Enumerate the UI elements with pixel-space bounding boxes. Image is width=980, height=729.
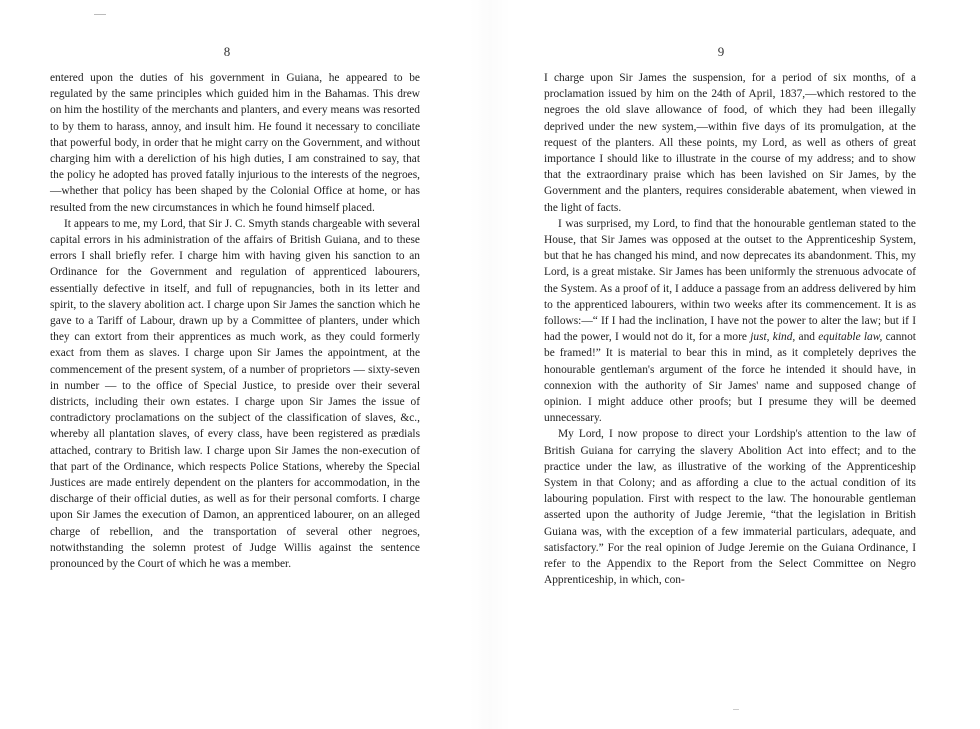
right-page-text (544, 70, 916, 589)
scan-mark (733, 709, 739, 710)
page-number-right: 9 (717, 44, 725, 59)
italic-run: kind, (772, 331, 796, 344)
italic-run: equitable law, (818, 331, 883, 344)
left-page (34, 0, 420, 729)
gutter (470, 0, 510, 729)
text-run: and (795, 331, 819, 344)
text-run: cannot be framed!” It is material to bear this in mind, as it completely deprives the honourable gentleman's argument of the force he intended it should have, in connexion with the authority of Sir James' name and supposed change of opinion. I might adduce other proofs; but I presume they will be deemed unnecessary. (544, 331, 916, 425)
italic-run: just, (750, 331, 770, 344)
paragraph: entered upon the duties of his government in Guiana, he appeared to be regulated by the same principles which guided him in the Bahamas. This drew on him the hostility of the merchants and planters, and every means was resorted to by them to harass, annoy, and insult him. He found it necessary to conciliate that powerful body, in order that he might carry on the Government, and without charging him with a dereliction of his high duties, I am constrained to say, that the policy he adopted has proved fatally injurious to the interests of the negroes,—whether that policy has been shaped by the Colonial Office at home, or has resulted from the new circumstances in which he found himself placed. (50, 72, 420, 214)
right-page (526, 0, 916, 729)
paragraph: I charge upon Sir James the suspension, for a period of six months, of a proclamation issued by him on the 24th of April, 1837,—which restored to the negroes the old slave allowance of food, of which they had been illegally deprived under the new system,—within five days of its promulgation, at the request of the planters. All these points, my Lord, as well as others of great importance I should like to illustrate in the course of my address; and to show that the extraordinary praise which has been lavished on Sir James, by the Government and the planters, requires considerable abatement, when viewed in the light of facts. (544, 72, 916, 214)
page-number-left: 8 (223, 44, 231, 59)
left-page-text (50, 70, 420, 572)
paragraph: My Lord, I now propose to direct your Lordship's attention to the law of British Guiana for carrying the slavery Abolition Act into effect; and to the practice under the law, as illustrative of the working of the Apprenticeship System in that Colony; and as affording a clue to the actual condition of its labouring population. First with respect to the law. The honourable gentleman asserted upon the authority of Judge Jeremie, “that the legislation in British Guiana was, with the exception of a few immaterial particulars, adequate, and satisfactory.” For the real opinion of Judge Jeremie on the Guiana Ordinance, I refer to the Appendix to the Report from the Select Committee on Negro Apprenticeship, in which, con- (544, 428, 916, 587)
paragraph (544, 216, 916, 427)
paragraph: It appears to me, my Lord, that Sir J. C. Smyth stands chargeable with several capital errors in his administration of the affairs of British Guiana, and to these errors I shall briefly refer. I charge him with having given his sanction to an Ordinance for the Government and regulation of apprenticed labourers, essentially defective in itself, and full of repugnancies, both in its letter and spirit, to the slavery abolition act. I charge upon Sir James the sanction which he gave to a Tariff of Labour, drawn up by a Committee of planters, under which they can extort from their apprentices as much work, as they could formerly exact from them as slaves. I charge upon Sir James the appointment, at the commencement of the present system, of a number of proprietors — sixty-seven in number — to the office of Special Justice, to preside over their several districts, including their own estates. I charge upon Sir James the issue of contradictory proclamations on the subject of the classification of slaves, &c., whereby all plantation slaves, of every class, have been registered as prædials attached, contrary to British law. I charge upon Sir James the non-execution of that part of the Ordinance, which respects Police Stations, whereby the Special Justices are made entirely dependent on the planters for accommodation, in the discharge of their official duties, as well as for their personal comforts. I charge upon Sir James the execution of Damon, an apprenticed labourer, on an alleged charge of rebellion, and the transportation of several other negroes, notwithstanding the solemn protest of Judge Willis against the sentence pronounced by the Court of which he was a member. (50, 217, 420, 571)
text-run: I was surprised, my Lord, to find that the honourable gentleman stated to the House, that Sir James was opposed at the outset to the Apprenticeship System, but that he has changed his mind, and now deprecates its abandonment. This, my Lord, is a great mistake. Sir James has been uniformly the strenuous advocate of the System. As a proof of it, I adduce a passage from an address delivered by him to the apprenticed labourers, within two weeks after its commencement. It is as follows:—“ If I had the inclination, I have not the power to alter the law; but if I had the power, I would not do it, for a more (544, 217, 916, 344)
